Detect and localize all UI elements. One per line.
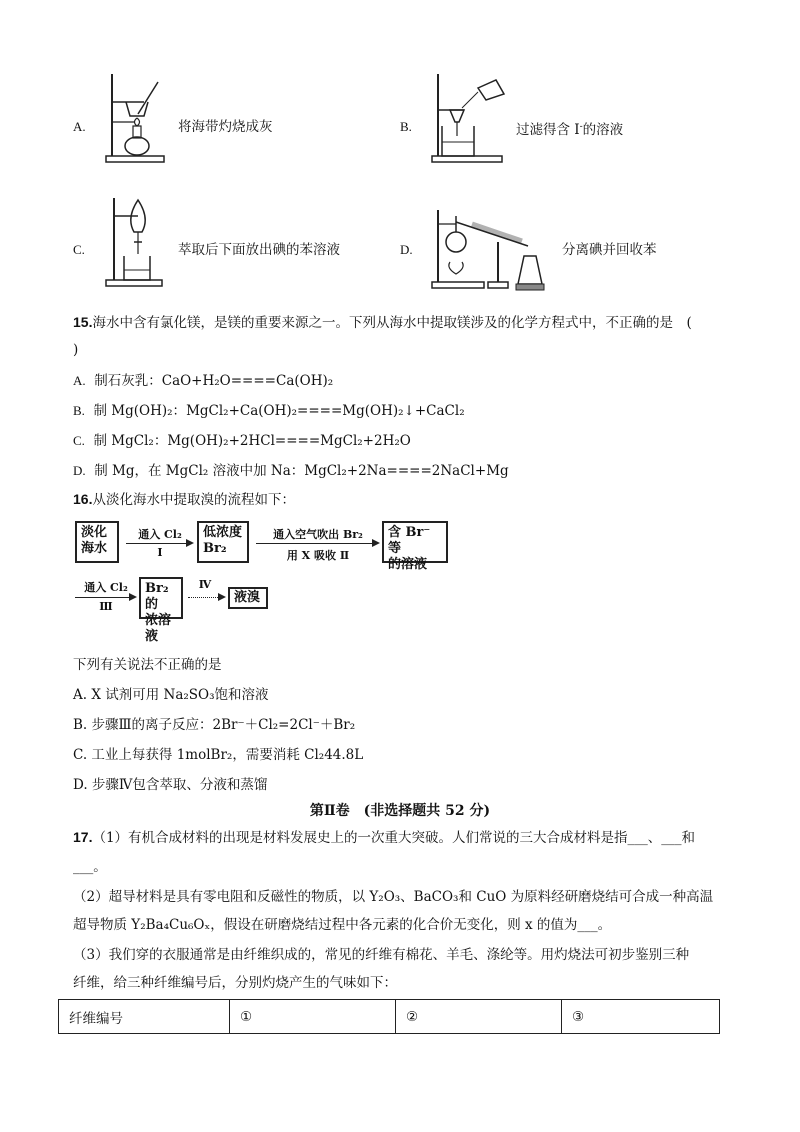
flow-label-step3-top: 通入 Cl₂ [84, 581, 128, 594]
flow-label-step4-top: Ⅳ [198, 578, 212, 591]
q15-option-d: D. 制 Mg，在 MgCl₂ 溶液中加 Na：MgCl₂+2Na====2NaCl+Mg [73, 463, 509, 479]
flow-arrow-1 [126, 543, 188, 544]
flow-label-step2-top: 通入空气吹出 Br₂ [273, 528, 363, 541]
q16-option-b: B. 步骤Ⅲ的离子反应：2Br⁻＋Cl₂=2Cl⁻＋Br₂ [73, 717, 356, 733]
q16-option-c: C. 工业上每获得 1molBr₂，需要消耗 Cl₂44.8L [73, 747, 364, 763]
table-header-cell: ③ [562, 1000, 720, 1034]
question-16-prompt: 下列有关说法不正确的是 [73, 657, 222, 673]
flow-arrowhead-4 [218, 593, 226, 601]
question-number: 16. [73, 491, 93, 507]
flow-arrow-4 [188, 597, 220, 598]
flow-box-low-br2: 低浓度 Br₂ [197, 521, 249, 563]
question-15-stem: 15.海水中含有氯化镁，是镁的重要来源之一。下列从海水中提取镁涉及的化学方程式中，不正确的是 ( [73, 314, 692, 331]
fiber-table [58, 999, 720, 1034]
option-letter-d: D. [400, 242, 413, 257]
question-number: 17. [73, 829, 93, 845]
q15-option-c: C. 制 MgCl₂：Mg(OH)₂+2HCl====MgCl₂+2H₂O [73, 433, 411, 449]
flow-arrow-3 [75, 597, 131, 598]
q17-part3-line1: （3）我们穿的衣服通常是由纤维织成的，常见的纤维有棉花、羊毛、涤纶等。用灼烧法可初步鉴别三种 [73, 947, 690, 963]
question-number: 15. [73, 314, 93, 330]
flow-label-step1-top: 通入 Cl₂ [138, 528, 182, 541]
q15-option-b: B. 制 Mg(OH)₂：MgCl₂+Ca(OH)₂====Mg(OH)₂↓+CaCl₂ [73, 403, 465, 419]
flow-box-br-solution: 含 Br⁻ 等 的溶液 [382, 521, 448, 563]
q17-part2-line2: 超导物质 Y₂Ba₄Cu₆Oₓ，假设在研磨烧结过程中各元素的化合价无变化，则 x 的值为___。 [73, 917, 612, 933]
flow-label-step1-bottom: Ⅰ [157, 546, 163, 559]
q16-option-a: A. X 试剂可用 Na₂SO₃饱和溶液 [73, 687, 269, 703]
apparatus-a-burning-icon [100, 70, 172, 166]
flow-arrow-2 [256, 543, 374, 544]
flow-box-concentrated-br2: Br₂ 的 浓溶液 [139, 577, 183, 619]
flow-box-desalinated-seawater: 淡化 海水 [75, 521, 119, 563]
question-16-stem: 16.从淡化海水中提取溴的流程如下： [73, 491, 295, 508]
apparatus-d-distillation-icon [428, 200, 548, 292]
option-letter-a: A. [73, 119, 86, 134]
q17-part1-line2: ___。 [73, 859, 107, 875]
q17-part3-line2: 纤维，给三种纤维编号后，分别灼烧产生的气味如下： [73, 975, 397, 991]
q17-part2-line1: （2）超导材料是具有零电阻和反磁性的物质，以 Y₂O₃、BaCO₃和 CuO 为原料经研磨烧结可合成一种高温 [73, 889, 714, 905]
q17-part1-line1: 17.（1）有机合成材料的出现是材料发展史上的一次重大突破。人们常说的三大合成材料是指___、___和 [73, 829, 696, 846]
option-letter-b: B. [400, 119, 412, 134]
flow-label-step2-bottom: 用 X 吸收 Ⅱ [286, 549, 350, 562]
table-header-cell: 纤维编号 [59, 1000, 230, 1034]
option-d-text: 分离碘并回收苯 [562, 242, 657, 258]
option-letter-c: C. [73, 242, 85, 257]
table-header-cell: ① [230, 1000, 396, 1034]
question-15-stem-end: ) [73, 342, 79, 358]
apparatus-b-filtration-icon [428, 70, 508, 166]
section-title: 第Ⅱ卷 (非选择题共 52 分) [309, 803, 491, 819]
flow-label-step3-bottom: Ⅲ [99, 600, 113, 613]
flow-arrowhead-2 [372, 539, 380, 547]
option-a-text: 将海带灼烧成灰 [178, 119, 273, 135]
apparatus-c-separatory-funnel-icon [100, 192, 170, 292]
q16-option-d: D. 步骤Ⅳ包含萃取、分液和蒸馏 [73, 777, 268, 793]
q15-option-a: A. 制石灰乳：CaO+H₂O====Ca(OH)₂ [73, 373, 334, 389]
flow-box-liquid-bromine: 液溴 [228, 587, 268, 609]
table-header-cell: ② [396, 1000, 562, 1034]
table-row [59, 1000, 720, 1034]
option-b-text: 过滤得含 I-的溶液 [516, 122, 624, 138]
option-c-text: 萃取后下面放出碘的苯溶液 [178, 242, 340, 258]
